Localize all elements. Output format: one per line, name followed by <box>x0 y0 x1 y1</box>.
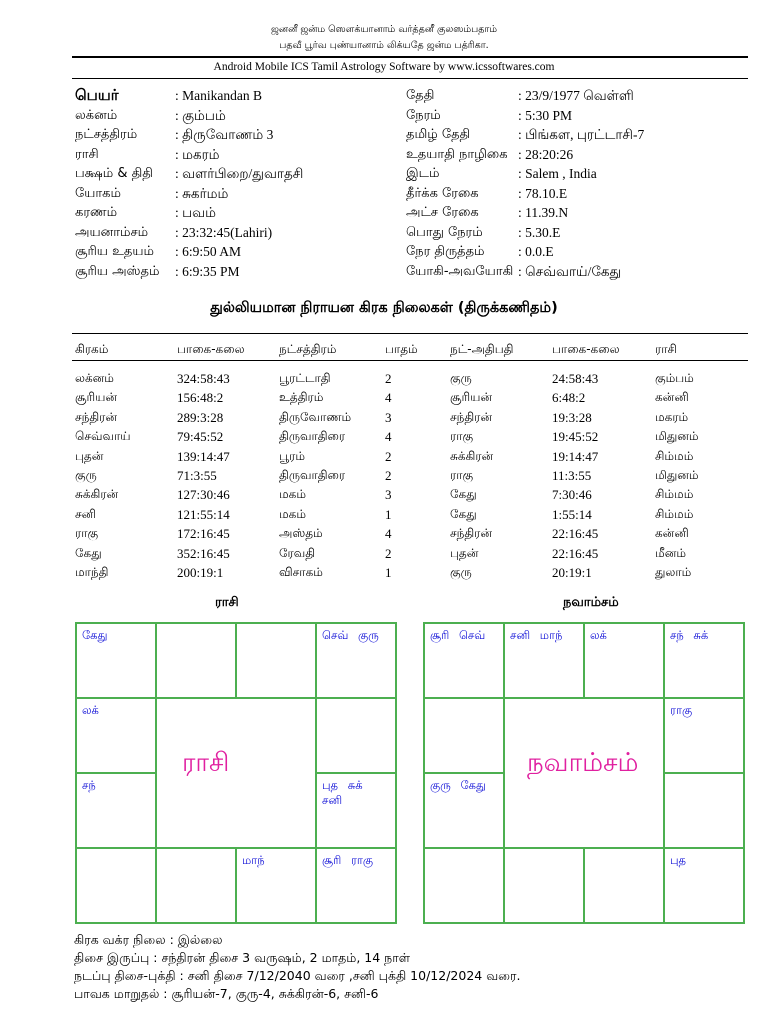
rasi-cell-text: மாந் <box>242 853 265 867</box>
table-cell: கும்பம் <box>655 371 694 385</box>
rasi-center <box>156 698 316 848</box>
navamsa-cell-text <box>425 699 503 703</box>
bhava-changes: பாவக மாறுதல் : சூரியன்-7, குரு-4, சுக்கிரன்-6, சனி-6 <box>74 986 379 1001</box>
table-cell: 156:48:2 <box>177 390 224 406</box>
table-cell: 2 <box>385 448 392 464</box>
navamsa-house-r0c0 <box>424 623 504 698</box>
current-dasa-bhukti: நடப்பு திசை-புக்தி : சனி திசை 7/12/2040 வரை ,சனி புக்தி 10/12/2024 வரை. <box>74 968 521 983</box>
rasi-chart-heading: ராசி <box>215 595 239 610</box>
header-rule-top <box>72 56 748 58</box>
rasi-house-r0c2 <box>236 623 316 698</box>
table-cell: திருவாதிரை <box>279 429 346 444</box>
detail-label: கரணம் <box>75 205 118 220</box>
navamsa-chart-heading: நவாம்சம் <box>563 595 619 610</box>
table-cell: 19:14:47 <box>552 448 599 464</box>
table-header-cell: ராசி <box>655 342 677 356</box>
table-cell: விசாகம் <box>279 565 323 579</box>
navamsa-cell-text: புத <box>670 853 687 867</box>
rasi-house-r3c0 <box>76 848 156 923</box>
navamsa-house-r2c3 <box>664 773 744 848</box>
table-cell: சுக்கிரன் <box>75 487 119 502</box>
detail-label: யோகி-அவயோகி <box>406 263 514 279</box>
detail-value: : 28:20:26 <box>518 146 574 162</box>
table-cell: அஸ்தம் <box>279 526 323 541</box>
table-cell: 79:45:52 <box>177 429 224 445</box>
table-cell: செவ்வாய் <box>75 429 131 444</box>
detail-value: : சுகர்மம் <box>175 185 229 201</box>
table-cell: பூரம் <box>279 448 306 463</box>
table-cell: 7:30:46 <box>552 487 592 503</box>
navamsa-house-r3c3 <box>664 848 744 923</box>
detail-label: நட்சத்திரம் <box>75 127 138 142</box>
table-cell: சந்திரன் <box>75 409 118 424</box>
rasi-cell-text <box>157 849 235 853</box>
detail-value: : செவ்வாய்/கேது <box>518 263 622 279</box>
table-header-cell: நட்-அதிபதி <box>450 342 514 356</box>
rasi-house-r3c3 <box>316 848 396 923</box>
rasi-house-r1c0 <box>76 698 156 773</box>
detail-value: : Manikandan B <box>175 88 262 103</box>
rasi-cell-text: லக் <box>82 703 99 717</box>
detail-value: : பவம் <box>175 205 216 220</box>
table-header-cell: நட்சத்திரம் <box>279 342 337 356</box>
table-cell: புதன் <box>450 545 479 560</box>
table-cell: சூரியன் <box>450 390 493 405</box>
table-header-cell: பாகை-கலை <box>177 342 245 356</box>
table-cell: 2 <box>385 371 392 386</box>
detail-value: : திருவோணம் 3 <box>175 127 274 142</box>
table-cell: 289:3:28 <box>177 409 224 425</box>
table-cell: 324:58:43 <box>177 371 230 386</box>
table-cell: சனி <box>75 506 96 521</box>
table-cell: கன்னி <box>655 390 689 405</box>
navamsa-cell-text: சந் சுக் <box>670 628 709 642</box>
table-cell: கேது <box>75 545 102 560</box>
table-cell: 1:55:14 <box>552 506 592 522</box>
table-cell: மிதுனம் <box>655 429 699 444</box>
table-cell: 2 <box>385 545 392 561</box>
table-cell: 1 <box>385 506 392 522</box>
detail-value: : 23/9/1977 வெள்ளி <box>518 88 634 103</box>
table-cell: மகரம் <box>655 409 689 424</box>
table-cell: 71:3:55 <box>177 468 217 483</box>
table-cell: சிம்மம் <box>655 487 694 502</box>
table-cell: புதன் <box>75 448 104 463</box>
detail-value: : 23:32:45(Lahiri) <box>175 224 273 240</box>
rasi-cell-text: சூரி ராகு <box>322 853 374 867</box>
table-cell: ராகு <box>450 468 474 482</box>
table-cell: ராகு <box>75 526 99 541</box>
detail-label: உதயாதி நாழிகை <box>406 146 508 162</box>
detail-value: : கும்பம் <box>175 107 226 123</box>
rasi-cell-text: புத சுக் சனி <box>322 778 363 807</box>
detail-value: : 11.39.N <box>518 205 569 220</box>
table-cell: ரேவதி <box>279 545 316 560</box>
rasi-cell-text: சந் <box>82 778 96 792</box>
rasi-house-r1c3 <box>316 698 396 773</box>
table-cell: 352:16:45 <box>177 545 230 561</box>
table-cell: 6:48:2 <box>552 390 586 406</box>
table-cell: 4 <box>385 526 392 542</box>
table-cell: 4 <box>385 429 392 445</box>
navamsa-house-r0c3 <box>664 623 744 698</box>
navamsa-house-r2c0 <box>424 773 504 848</box>
navamsa-house-r3c2 <box>584 848 664 923</box>
detail-value: : 0.0.E <box>518 244 554 259</box>
detail-value: : Salem , India <box>518 166 597 181</box>
detail-label: சூரிய உதயம் <box>75 244 154 259</box>
navamsa-cell-text: ராகு <box>670 703 693 717</box>
table-cell: 19:45:52 <box>552 429 599 445</box>
navamsa-cell-text: குரு கேது <box>430 778 486 792</box>
navamsa-cell-text: சூரி செவ் <box>430 628 486 642</box>
detail-label: அயனாம்சம் <box>75 224 149 240</box>
detail-label: தீர்க்க ரேகை <box>406 185 479 201</box>
table-cell: மகம் <box>279 487 306 502</box>
table-cell: 172:16:45 <box>177 526 230 542</box>
table-cell: மிதுனம் <box>655 468 699 482</box>
navamsa-house-r0c2 <box>584 623 664 698</box>
rasi-cell-text <box>317 699 395 703</box>
table-cell: உத்திரம் <box>279 390 324 405</box>
detail-label: பொது நேரம் <box>406 224 483 240</box>
detail-label: சூரிய அஸ்தம் <box>75 263 160 279</box>
rasi-house-r2c3 <box>316 773 396 848</box>
table-cell: துலாம் <box>655 565 692 579</box>
rasi-house-r0c0 <box>76 623 156 698</box>
table-cell: திருவாதிரை <box>279 468 346 482</box>
table-cell: 3 <box>385 487 392 503</box>
rasi-house-r3c2 <box>236 848 316 923</box>
rasi-house-r0c3 <box>316 623 396 698</box>
rasi-cell-text <box>237 624 315 628</box>
navamsa-house-r1c0 <box>424 698 504 773</box>
table-cell: 4 <box>385 390 392 406</box>
rasi-house-r3c1 <box>156 848 236 923</box>
table-header-cell: பாதம் <box>385 342 418 356</box>
table-cell: குரு <box>450 371 472 385</box>
detail-label: பெயர் <box>75 86 119 104</box>
detail-label: நேர திருத்தம் <box>406 244 485 259</box>
rasi-house-r2c0 <box>76 773 156 848</box>
table-cell: குரு <box>75 468 97 482</box>
retrograde-status: கிரக வக்ர நிலை : இல்லை <box>74 932 223 947</box>
table-cell: குரு <box>450 565 472 579</box>
detail-label: லக்னம் <box>75 107 118 123</box>
rasi-cell-text: கேது <box>82 628 108 642</box>
table-cell: திருவோணம் <box>279 409 352 424</box>
navamsa-house-r3c1 <box>504 848 584 923</box>
header-rule-bottom <box>72 78 748 79</box>
table-cell: மாந்தி <box>75 565 109 579</box>
table-cell: 200:19:1 <box>177 565 224 580</box>
table-cell: கன்னி <box>655 526 689 541</box>
table-cell: சிம்மம் <box>655 506 694 521</box>
navamsa-cell-text <box>585 849 663 853</box>
detail-label: தேதி <box>406 88 435 103</box>
table-cell: ராகு <box>450 429 474 444</box>
table-cell: 3 <box>385 409 392 425</box>
table-cell: 22:16:45 <box>552 545 599 561</box>
detail-value: : 78.10.E <box>518 185 568 201</box>
navamsa-house-r3c0 <box>424 848 504 923</box>
table-rule-top <box>72 333 748 334</box>
table-cell: கேது <box>450 487 477 502</box>
navamsa-cell-text <box>425 849 503 853</box>
table-cell: மீனம் <box>655 545 686 560</box>
detail-label: பக்ஷம் & திதி <box>75 166 153 181</box>
rasi-cell-text <box>157 624 235 628</box>
detail-value: : 5:30 PM <box>518 107 573 123</box>
invocation-line-2: பதவீ பூர்வ புண்யானாம் லிக்யதே ஜன்ம பத்ரிகா. <box>279 40 489 51</box>
table-rule-header <box>72 360 748 361</box>
detail-value: : பிங்கள, புரட்டாசி-7 <box>518 127 645 142</box>
detail-label: நேரம் <box>406 107 441 123</box>
table-cell: 127:30:46 <box>177 487 230 503</box>
table-cell: 20:19:1 <box>552 565 592 580</box>
software-credit: Android Mobile ICS Tamil Astrology Software by www.icssoftwares.com <box>213 61 555 73</box>
rasi-chart <box>75 622 397 924</box>
table-cell: 22:16:45 <box>552 526 599 542</box>
table-cell: 19:3:28 <box>552 409 592 425</box>
table-header-cell: கிரகம் <box>75 342 109 356</box>
planet-table-title: துல்லியமான நிராயன கிரக நிலைகள் (திருக்கணிதம்) <box>210 300 558 316</box>
table-cell: சுக்கிரன் <box>450 448 494 463</box>
table-cell: சந்திரன் <box>450 409 493 424</box>
rasi-cell-text <box>77 849 155 853</box>
detail-label: தமிழ் தேதி <box>406 127 471 142</box>
detail-value: : வளர்பிறை/துவாதசி <box>175 166 304 181</box>
detail-label: ராசி <box>75 146 99 162</box>
table-cell: 24:58:43 <box>552 371 599 386</box>
table-cell: மகம் <box>279 506 306 521</box>
detail-label: அட்ச ரேகை <box>406 205 479 220</box>
navamsa-cell-text: லக் <box>590 628 607 642</box>
table-cell: 139:14:47 <box>177 448 230 464</box>
table-cell: லக்னம் <box>75 371 114 385</box>
table-cell: பூரட்டாதி <box>279 371 331 385</box>
navamsa-center-title: நவாம்சம் <box>527 748 639 778</box>
detail-label: இடம் <box>406 166 440 181</box>
rasi-cell-text: செவ் குரு <box>322 628 379 642</box>
table-cell: சிம்மம் <box>655 448 694 463</box>
navamsa-cell-text: சனி மாந் <box>510 628 563 642</box>
table-cell: சூரியன் <box>75 390 118 405</box>
table-cell: கேது <box>450 506 477 521</box>
navamsa-house-r1c3 <box>664 698 744 773</box>
table-cell: 1 <box>385 565 392 580</box>
detail-value: : மகரம் <box>175 146 220 162</box>
detail-value: : 6:9:35 PM <box>175 263 240 279</box>
table-cell: 2 <box>385 468 392 483</box>
rasi-house-r0c1 <box>156 623 236 698</box>
table-header-cell: பாகை-கலை <box>552 342 620 356</box>
table-cell: 121:55:14 <box>177 506 230 522</box>
dasa-balance: திசை இருப்பு : சந்திரன் திசை 3 வருஷம், 2 மாதம், 14 நாள் <box>74 950 411 965</box>
invocation-line-1: ஜனனீ ஜன்ம ஸௌக்யானாம் வர்த்தனீ குலஸம்பதாம் <box>270 24 497 35</box>
table-cell: 11:3:55 <box>552 468 592 483</box>
navamsa-house-r0c1 <box>504 623 584 698</box>
detail-value: : 6:9:50 AM <box>175 244 242 259</box>
rasi-center-title: ராசி <box>182 748 230 778</box>
navamsa-cell-text <box>665 774 743 778</box>
navamsa-cell-text <box>505 849 583 853</box>
detail-value: : 5.30.E <box>518 224 561 240</box>
table-cell: சந்திரன் <box>450 526 493 541</box>
detail-label: யோகம் <box>75 185 121 201</box>
